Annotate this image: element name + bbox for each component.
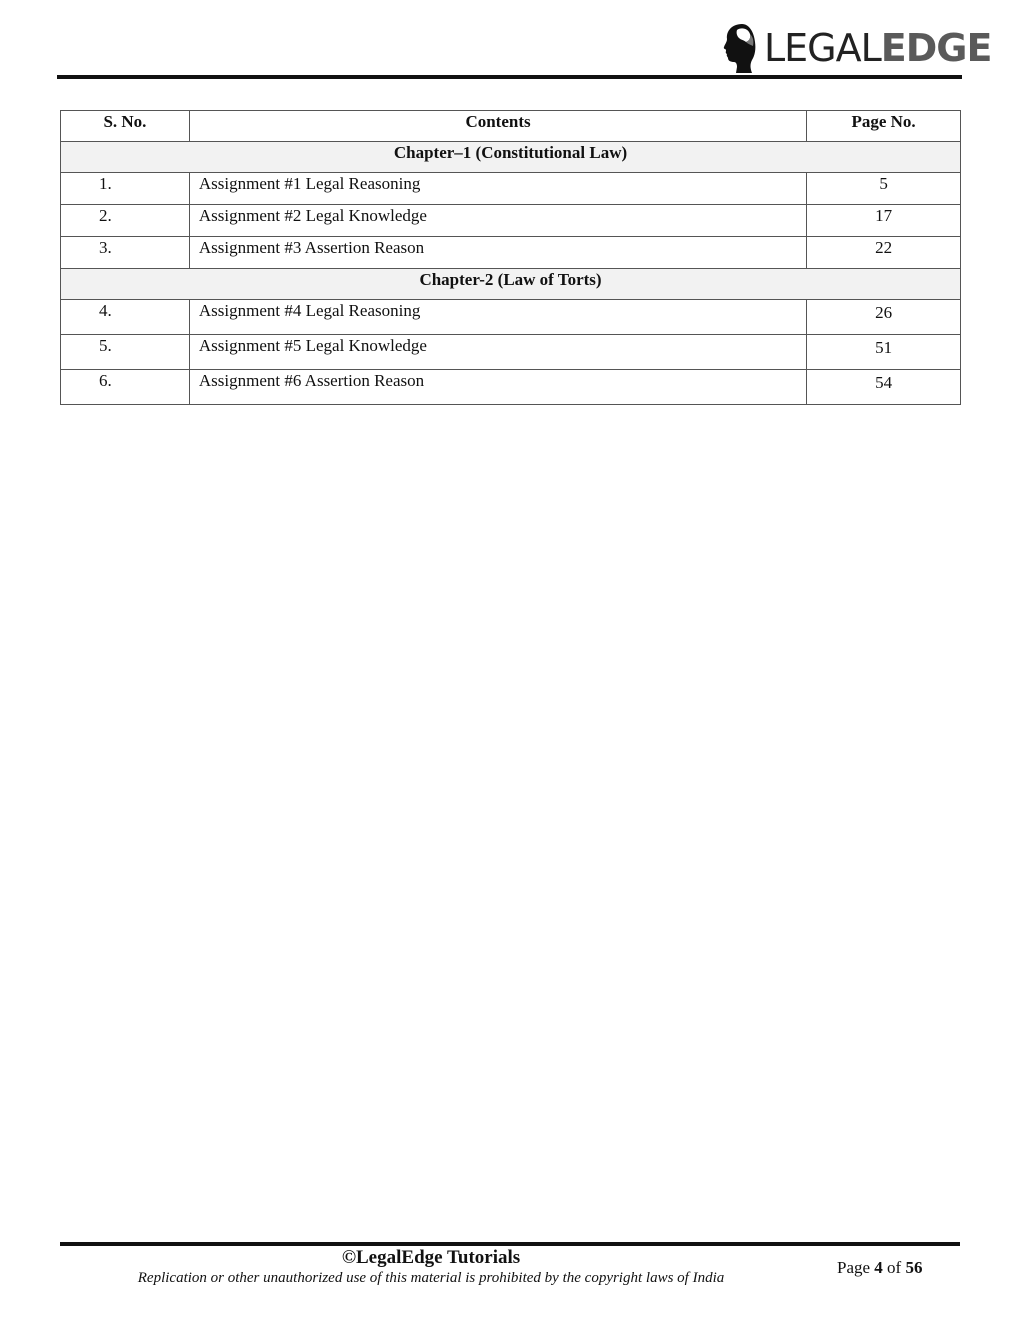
row-sno: 2. xyxy=(61,205,190,237)
table-row xyxy=(61,370,961,405)
column-header-contents: Contents xyxy=(189,111,806,142)
row-contents: Assignment #3 Assertion Reason xyxy=(189,237,806,269)
row-page: 5 xyxy=(807,173,961,205)
row-sno: 1. xyxy=(61,173,190,205)
row-sno: 6. xyxy=(61,370,190,405)
logo-wordmark xyxy=(764,26,992,70)
table-of-contents xyxy=(60,110,961,405)
row-contents: Assignment #1 Legal Reasoning xyxy=(189,173,806,205)
row-contents: Assignment #5 Legal Knowledge xyxy=(189,335,806,370)
row-page: 17 xyxy=(807,205,961,237)
row-sno: 3. xyxy=(61,237,190,269)
row-page: 26 xyxy=(807,300,961,335)
logo-text-legal: LEGAL xyxy=(764,26,881,70)
column-header-sno: S. No. xyxy=(61,111,190,142)
column-header-page: Page No. xyxy=(807,111,961,142)
legaledge-logo xyxy=(722,22,991,74)
head-silhouette-icon xyxy=(722,22,758,74)
footer-notice: Replication or other unauthorized use of this material is prohibited by the copyright laws of India xyxy=(137,1270,725,1286)
row-sno: 4. xyxy=(61,300,190,335)
chapter-title: Chapter–1 (Constitutional Law) xyxy=(61,142,961,173)
table-row xyxy=(61,335,961,370)
page-number xyxy=(837,1258,922,1278)
row-page: 54 xyxy=(807,370,961,405)
chapter-row xyxy=(61,269,961,300)
footer-divider xyxy=(60,1242,960,1246)
logo-text-edge: EDGE xyxy=(880,26,992,70)
row-sno: 5. xyxy=(61,335,190,370)
table-header-row xyxy=(61,111,961,142)
row-contents: Assignment #4 Legal Reasoning xyxy=(189,300,806,335)
chapter-row xyxy=(61,142,961,173)
table-row xyxy=(61,237,961,269)
table-row xyxy=(61,300,961,335)
row-contents: Assignment #2 Legal Knowledge xyxy=(189,205,806,237)
page-separator: of xyxy=(882,1258,906,1277)
header-divider xyxy=(57,75,962,79)
row-page: 51 xyxy=(807,335,961,370)
page-header xyxy=(0,0,1020,80)
row-contents: Assignment #6 Assertion Reason xyxy=(189,370,806,405)
table-row xyxy=(61,173,961,205)
row-page: 22 xyxy=(807,237,961,269)
chapter-title: Chapter-2 (Law of Torts) xyxy=(61,269,961,300)
page-current: 4 xyxy=(874,1258,883,1277)
page-total: 56 xyxy=(905,1258,923,1277)
table-row xyxy=(61,205,961,237)
page-prefix: Page xyxy=(837,1258,875,1277)
footer-copyright: ©LegalEdge Tutorials xyxy=(341,1247,521,1268)
